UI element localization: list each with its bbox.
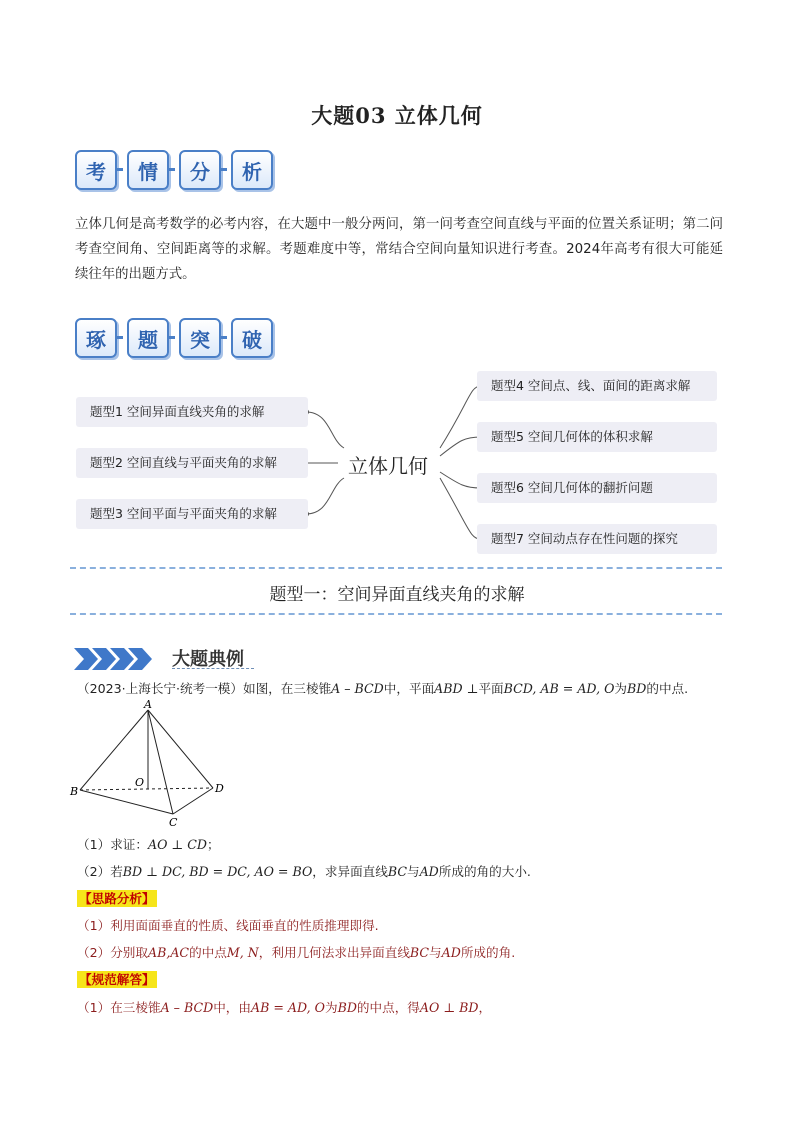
math: AB = AD, O	[250, 1000, 325, 1015]
analysis-line-2	[77, 943, 515, 963]
text: （2）分别取	[77, 945, 148, 960]
solution-heading	[77, 970, 157, 990]
vertex-label-c: C	[169, 816, 178, 829]
text: 的中点.	[646, 681, 689, 696]
math: AB,AC	[147, 945, 190, 960]
text: 所成的角.	[460, 945, 516, 960]
mindmap-topic-5: 题型5 空间几何体的体积求解	[477, 422, 717, 452]
text: 为	[324, 1000, 338, 1015]
math: AO ⊥ BD	[419, 1000, 479, 1015]
badge-char: 题	[127, 318, 169, 358]
analysis-tag: 【思路分析】	[79, 891, 155, 906]
mindmap-topic-6: 题型6 空间几何体的翻折问题	[477, 473, 717, 503]
vertex-label-a: A	[144, 700, 152, 711]
math: BC	[409, 945, 430, 960]
badge-char: 析	[231, 150, 273, 190]
text: （1）求证：	[77, 837, 148, 852]
solution-line-1	[77, 998, 491, 1018]
math: BCD, AB = AD, O	[503, 681, 615, 696]
chevron-arrows-icon	[74, 648, 164, 670]
section-heading: 题型一：空间异面直线夹角的求解	[269, 585, 525, 605]
vertex-label-d: D	[215, 782, 224, 795]
text: 与	[429, 945, 442, 960]
mindmap-topic-1: 题型1 空间异面直线夹角的求解	[76, 397, 308, 427]
badge-char: 分	[179, 150, 221, 190]
solution-tag: 【规范解答】	[79, 972, 155, 987]
math: ABD ⊥	[434, 681, 479, 696]
math: A – BCD	[331, 681, 384, 696]
text: 为	[614, 681, 627, 696]
question-2	[77, 862, 531, 882]
text: （2）若	[77, 864, 123, 879]
mindmap-topic-4: 题型4 空间点、线、面间的距离求解	[477, 371, 717, 401]
math: BC	[387, 864, 407, 879]
text: ，利用几何法求出异面直线	[258, 945, 410, 960]
problem-source: （2023·上海长宁·统考一模）	[77, 681, 243, 696]
example-label: 大题典例	[172, 649, 244, 670]
math: A – BCD	[160, 1000, 214, 1015]
text: 的中点，得	[356, 1000, 420, 1015]
text: 的中点	[189, 945, 227, 960]
math: BD ⊥ DC, BD = DC, AO = BO	[122, 864, 313, 879]
math: AD	[441, 945, 461, 960]
text: 所成的角的大小.	[438, 864, 531, 879]
math: M, N	[226, 945, 259, 960]
text: 平面	[478, 681, 504, 696]
tetrahedron-figure	[68, 700, 238, 830]
badge-char: 琢	[75, 318, 117, 358]
math: BD	[627, 681, 647, 696]
text: （1）在三棱锥	[77, 1000, 161, 1015]
text: 中，由	[213, 1000, 251, 1015]
text: ；	[207, 837, 220, 852]
divider	[70, 613, 722, 615]
badge-char: 情	[127, 150, 169, 190]
mindmap-topic-7: 题型7 空间动点存在性问题的探究	[477, 524, 717, 554]
text: 如图，在三棱锥	[243, 681, 332, 696]
text: 中，平面	[383, 681, 435, 696]
point-label-o: O	[135, 776, 145, 789]
vertex-label-b: B	[70, 785, 79, 798]
page-title: 大题03 立体几何	[311, 103, 483, 128]
intro-paragraph: 立体几何是高考数学的必考内容，在大题中一般分两问，第一问考查空间直线与平面的位置关系证明；第二问考查空间角、空间距离等的求解。考题难度中等，常结合空间向量知识进行考查。2024年高考有很大可能延续往年的出题方式。	[75, 217, 723, 282]
math: AD	[419, 864, 439, 879]
math: AO ⊥ CD	[147, 837, 207, 852]
badge-char: 考	[75, 150, 117, 190]
analysis-line-1: （1）利用面面垂直的性质、线面垂直的性质推理即得.	[77, 918, 379, 933]
analysis-heading	[77, 889, 157, 909]
mindmap-center: 立体几何	[348, 454, 428, 478]
divider	[70, 567, 722, 569]
math: BD	[337, 1000, 357, 1015]
text: ，求异面直线	[312, 864, 388, 879]
badge-char: 突	[179, 318, 221, 358]
mindmap-topic-3: 题型3 空间平面与平面夹角的求解	[76, 499, 308, 529]
example-label-underline	[172, 668, 254, 669]
mindmap-topic-2: 题型2 空间直线与平面夹角的求解	[76, 448, 308, 478]
badge-char: 破	[231, 318, 273, 358]
text: 与	[406, 864, 420, 879]
problem-statement	[77, 679, 688, 699]
text: ，	[478, 1000, 492, 1015]
question-1	[77, 835, 220, 855]
